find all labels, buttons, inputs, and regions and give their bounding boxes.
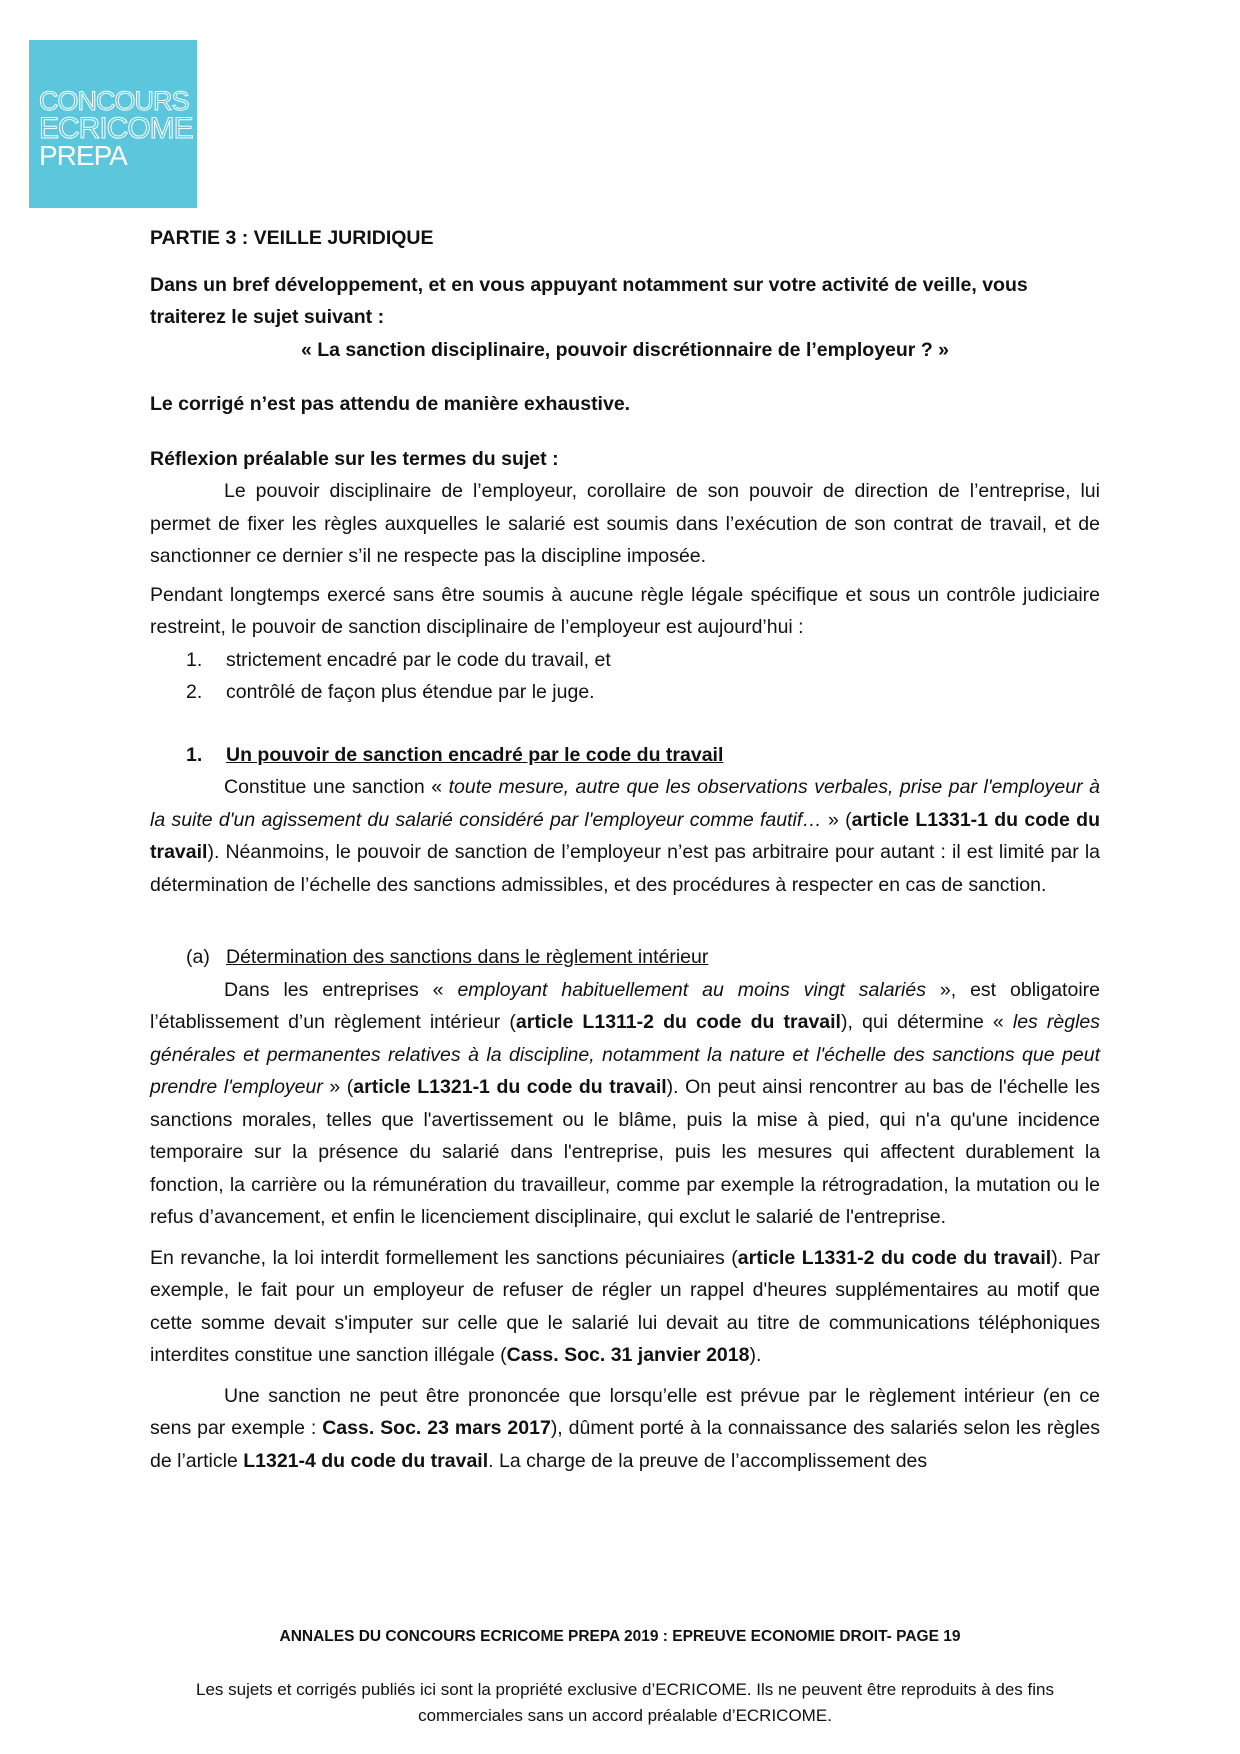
- section-title: Un pouvoir de sanction encadré par le code du travail: [226, 743, 724, 766]
- text-run: . La charge de la preuve de l’accomplissement des: [488, 1449, 928, 1472]
- document-body: [150, 222, 1100, 1477]
- footer-copyright-note: Les sujets et corrigés publiés ici sont la propriété exclusive d’ECRICOME. Ils ne peuvent être reproduits à des fins commerciales sans un accord préalable d’ECRICOME.: [196, 1680, 1054, 1725]
- list-number: 1.: [186, 648, 203, 671]
- logo-text-ecricome: ECRICOME: [39, 112, 193, 145]
- text-run: », est obligatoire l’établissement d’un règlement intérieur (: [150, 978, 1100, 1033]
- logo-text-prepa: PREPA: [39, 140, 127, 171]
- text-run: Une sanction ne peut être prononcée que lorsqu’elle est prévue par le règlement intérieur (en ce sens par exemple :: [150, 1384, 1100, 1439]
- footer-title: ANNALES DU CONCOURS ECRICOME PREPA 2019 : EPREUVE ECONOMIE DROIT- PAGE 19: [279, 1628, 961, 1645]
- legal-reference: article L1331-1 du code du travail: [150, 808, 1100, 863]
- part-title: PARTIE 3 : VEILLE JURIDIQUE: [150, 227, 434, 249]
- quote: les règles générales et permanentes relatives à la discipline, notamment la nature et l'échelle des sanctions que peut prendre l'employeur: [150, 1011, 1100, 1098]
- legal-reference: article L1331-2 du code du travail: [737, 1246, 1052, 1269]
- subsection-a-paragraph-1: [150, 974, 1100, 1234]
- text-run: ). Néanmoins, le pouvoir de sanction de l’employeur n’est pas arbitraire pour autant : il est limité par la détermination de l’échelle des sanctions admissibles, et des procédures à respecter en cas de sanction.: [150, 841, 1100, 896]
- ecricome-logo: [29, 40, 197, 208]
- legal-reference: L1321-4 du code du travail: [243, 1449, 489, 1472]
- subsection-title: Détermination des sanctions dans le règlement intérieur: [226, 946, 709, 968]
- text-run: ). On peut ainsi rencontrer au bas de l'échelle les sanctions morales, telles que l'avertissement ou le blâme, puis la mise à pied, qui n'a qu'une incidence temporaire sur la présence du salarié dans l'entreprise, puis les mesures qui affectent durablement la fonction, la carrière ou la rémunération du travailleur, comme par exemple la rétrogradation, la mutation ou le refus d’avancement, et enfin le licenciement disciplinaire, qui exclut le salarié de l'entreprise.: [150, 1076, 1100, 1228]
- text-run: Constitue une sanction «: [224, 776, 449, 798]
- text-run: » (: [322, 1076, 354, 1098]
- text-run: ). Par exemple, le fait pour un employeur de refuser de régler un rappel d'heures supplémentaires au motif que cette somme devait s'imputer sur celle que le salarié lui devait au titre de communications téléphoniques interdites constitue une sanction illégale (: [150, 1246, 1100, 1366]
- subsection-a-paragraph-2: [150, 1242, 1100, 1372]
- text-run: En revanche, la loi interdit formellement les sanctions pécuniaires (: [150, 1246, 738, 1269]
- section-1-heading: [150, 739, 1100, 772]
- legal-reference: article L1311-2 du code du travail: [515, 1011, 841, 1033]
- text-run: ), dûment porté à la connaissance des salariés selon les règles de l’article: [150, 1417, 1101, 1472]
- logo-text-concours: CONCOURS: [39, 86, 189, 116]
- list-item: [150, 644, 1100, 677]
- list-text: contrôlé de façon plus étendue par le juge.: [226, 681, 595, 703]
- reflection-paragraph-2: Pendant longtemps exercé sans être soumis à aucune règle légale spécifique et sous un contrôle judiciaire restreint, le pouvoir de sanction disciplinaire de l’employeur est aujourd’hui :: [150, 583, 1100, 638]
- text-run: ), qui détermine «: [840, 1011, 1013, 1033]
- exhaustive-note: Le corrigé n’est pas attendu de manière exhaustive.: [150, 393, 631, 415]
- instruction: Dans un bref développement, et en vous appuyant notamment sur votre activité de veille, vous traiterez le sujet suivant :: [150, 273, 1028, 328]
- section-number: 1.: [186, 743, 203, 766]
- case-reference: Cass. Soc. 23 mars 2017: [322, 1417, 551, 1439]
- list-item: [150, 676, 1100, 709]
- reflection-title: Réflexion préalable sur les termes du sujet :: [150, 447, 559, 470]
- text-run: » (: [821, 808, 852, 831]
- text-run: Dans les entreprises «: [224, 978, 458, 1001]
- text-run: ).: [749, 1344, 762, 1366]
- case-reference: Cass. Soc. 31 janvier 2018: [506, 1344, 750, 1366]
- reflection-paragraph-1: Le pouvoir disciplinaire de l’employeur, corollaire de son pouvoir de direction de l’entreprise, lui permet de fixer les règles auxquelles le salarié est soumis dans l’exécution de son contrat de travail, et de sanctionner ce dernier s’il ne respecte pas la discipline imposée.: [150, 480, 1100, 567]
- subsection-a-paragraph-3: [150, 1380, 1100, 1478]
- legal-reference: article L1321-1 du code du travail: [353, 1076, 667, 1098]
- list-number: 2.: [186, 681, 203, 703]
- quote: employant habituellement au moins vingt salariés: [457, 978, 926, 1001]
- subsection-number: (a): [186, 946, 210, 968]
- list-text: strictement encadré par le code du travail, et: [226, 648, 611, 671]
- quote: toute mesure, autre que les observations verbales, prise par l'employeur à la suite d'un agissement du salarié considéré par l'employeur comme fautif…: [150, 776, 1100, 831]
- section-1-paragraph: [150, 771, 1100, 901]
- subsection-a-heading: [150, 941, 1100, 974]
- subject-question: « La sanction disciplinaire, pouvoir discrétionnaire de l’employeur ? »: [300, 338, 949, 361]
